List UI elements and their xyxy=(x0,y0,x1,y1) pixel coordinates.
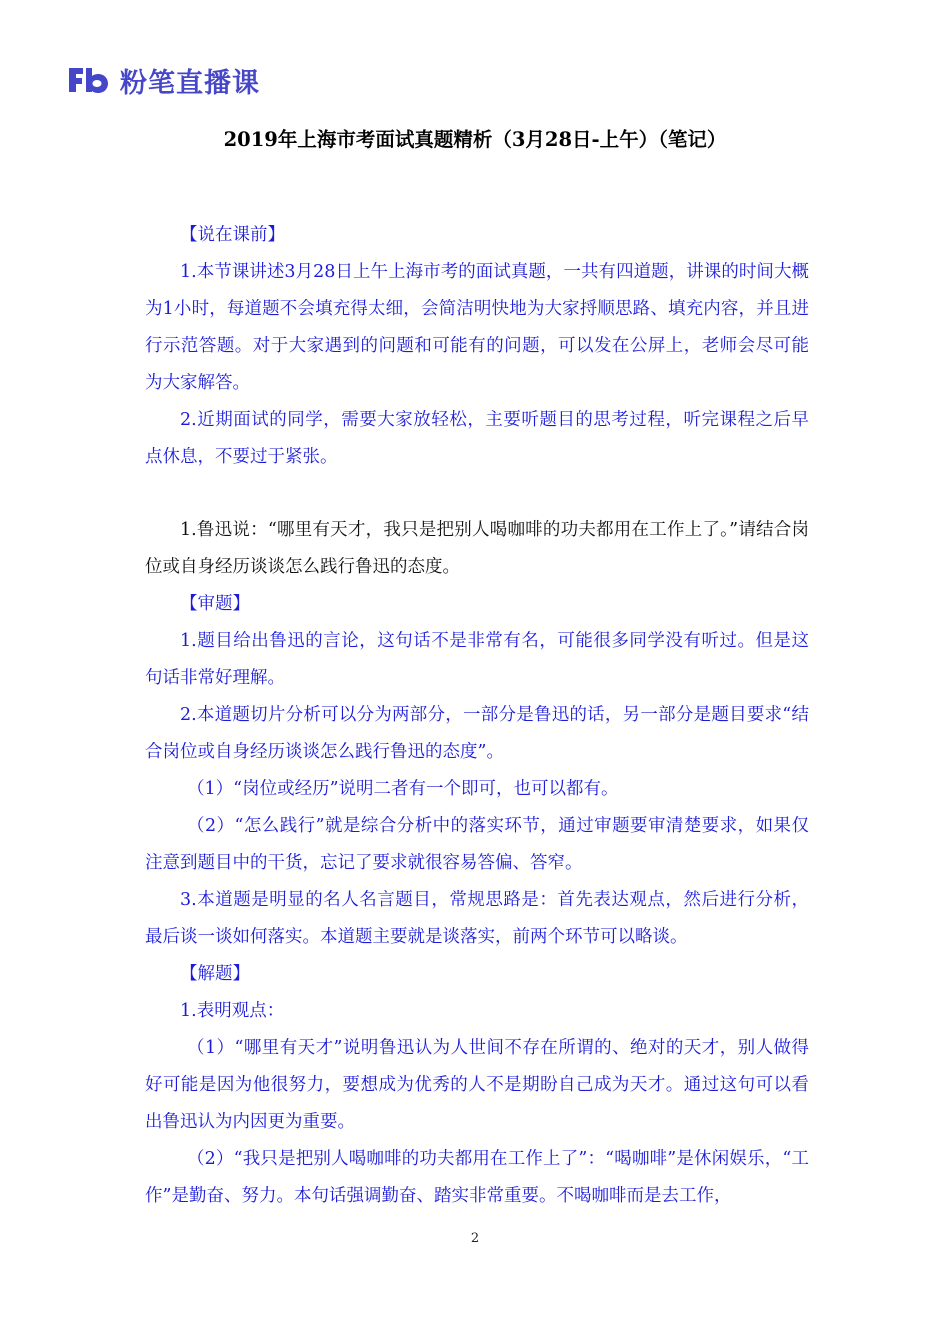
question-1: 1.鲁迅说：“哪里有天才，我只是把别人喝咖啡的功夫都用在工作上了。”请结合岗位或自身经历谈谈怎么践行鲁迅的态度。 xyxy=(145,520,809,577)
page-number: 2 xyxy=(470,1231,480,1246)
section-gap xyxy=(145,476,809,512)
solve-heading: 【解题】 xyxy=(180,964,250,984)
review-heading: 【审题】 xyxy=(180,594,250,614)
intro-paragraph-2: 2.近期面试的同学，需要大家放轻松，主要听题目的思考过程，听完课程之后早点休息，不要过于紧张。 xyxy=(145,410,809,467)
review-paragraph-1: 1.题目给出鲁迅的言论，这句话不是非常有名，可能很多同学没有听过。但是这句话非常好理解。 xyxy=(145,631,809,688)
document-title: 2019年上海市考面试真题精析（3月28日-上午）（笔记） xyxy=(223,128,727,151)
review-paragraph-3: 3.本道题是明显的名人名言题目，常规思路是：首先表达观点，然后进行分析，最后谈一谈如何落实。本道题主要就是谈落实，前两个环节可以略谈。 xyxy=(145,890,809,947)
fb-logo-icon xyxy=(66,64,114,96)
solve-paragraph-1-2: （2）“我只是把别人喝咖啡的功夫都用在工作上了”：“喝咖啡”是休闲娱乐，“工作”是勤奋、努力。本句话强调勤奋、踏实非常重要。不喝咖啡而是去工作， xyxy=(145,1149,809,1206)
review-paragraph-2: 2.本道题切片分析可以分为两部分，一部分是鲁迅的话，另一部分是题目要求“结合岗位或自身经历谈谈怎么践行鲁迅的态度”。 xyxy=(145,705,809,762)
review-paragraph-2-2: （2）“怎么践行”就是综合分析中的落实环节，通过审题要审清楚要求，如果仅注意到题目中的干货，忘记了要求就很容易答偏、答窄。 xyxy=(145,816,809,873)
solve-paragraph-1-1: （1）“哪里有天才”说明鲁迅认为人世间不存在所谓的、绝对的天才，别人做得好可能是因为他很努力，要想成为优秀的人不是期盼自己成为天才。通过这句可以看出鲁迅认为内因更为重要。 xyxy=(145,1038,809,1132)
intro-paragraph-1: 1.本节课讲述3月28日上午上海市考的面试真题，一共有四道题，讲课的时间大概为1小时，每道题不会填充得太细，会简洁明快地为大家捋顺思路、填充内容，并且进行示范答题。对于大家遇到的问题和可能有的问题，可以发在公屏上，老师会尽可能为大家解答。 xyxy=(145,262,809,393)
brand-name: 粉笔直播课 xyxy=(120,67,260,99)
brand-logo xyxy=(66,60,260,100)
review-paragraph-2-1: （1）“岗位或经历”说明二者有一个即可，也可以都有。 xyxy=(187,779,619,799)
document-body xyxy=(145,217,809,1215)
intro-heading: 【说在课前】 xyxy=(180,225,285,245)
solve-paragraph-1: 1.表明观点： xyxy=(180,1001,285,1021)
